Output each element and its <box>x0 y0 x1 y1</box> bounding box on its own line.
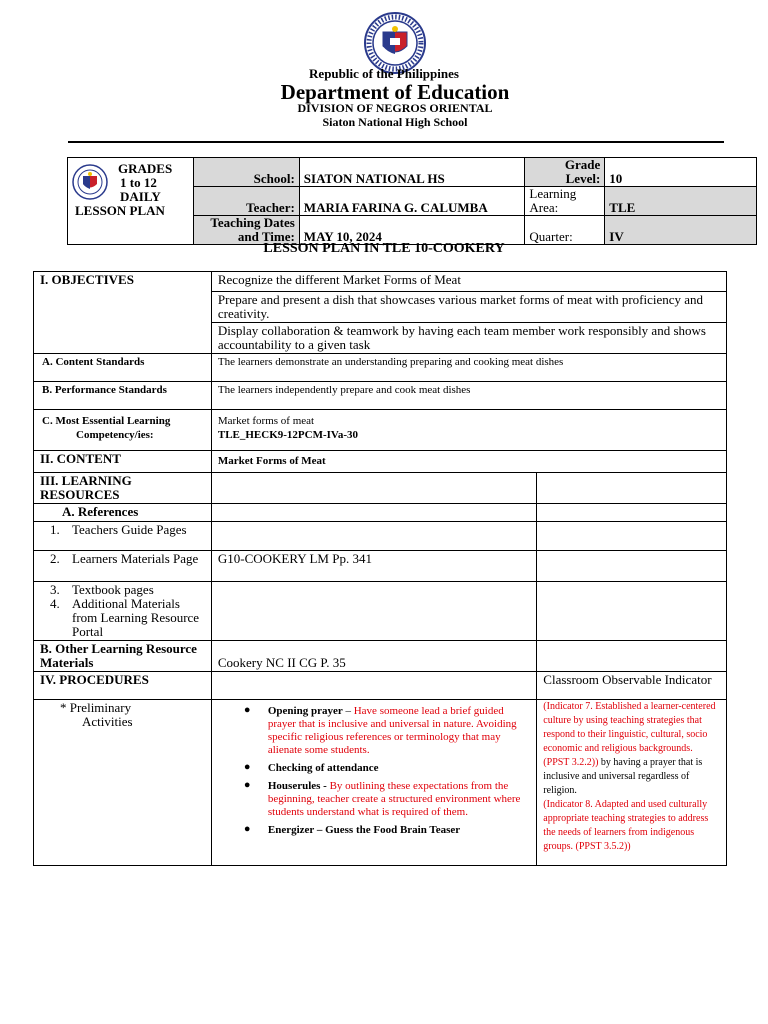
houserules-text: By outlining these expectations from the beginning, teacher create a structured environment where students understand what is required of them. <box>267 780 521 818</box>
learners-materials-number: 2. <box>50 551 60 566</box>
content-label: II. CONTENT <box>34 451 212 473</box>
other-resources-value: Cookery NC II CG P. 35 <box>211 641 536 672</box>
performance-standards-label: B. Performance Standards <box>34 382 212 410</box>
list-item <box>268 705 530 757</box>
area-label-2: Area: <box>529 200 559 215</box>
energizer-title: Energizer – Guess the Food Brain Teaser <box>267 824 461 836</box>
learning-resources-label: III. LEARNING RESOURCES <box>34 473 212 504</box>
content-standards-label: A. Content Standards <box>34 354 212 382</box>
objective-3: Display collaboration & teamwork by having each team member work responsibly and shows accountability to a given task <box>211 323 726 354</box>
textbook-additional-label <box>34 582 212 641</box>
list-item <box>268 780 530 819</box>
header-divider <box>68 141 724 143</box>
quarter-label: Quarter: <box>525 216 605 245</box>
additional-materials-number: 4. <box>50 596 60 611</box>
school-label: School: <box>193 158 299 187</box>
objective-2: Prepare and present a dish that showcases various market forms of meat with proficiency and creativity. <box>211 292 726 323</box>
competency-label-2: Competency/ies: <box>76 429 154 441</box>
plan-type-line-4: LESSON PLAN <box>75 203 165 218</box>
learners-materials-label <box>34 551 212 582</box>
list-item <box>268 824 530 837</box>
republic-line: Republic of the Philippines <box>309 66 459 81</box>
competency-label <box>34 410 212 451</box>
additional-materials-text: Additional Materials from Learning Resource Portal <box>72 596 200 639</box>
opening-prayer-title: Opening prayer <box>267 705 343 717</box>
houserules-title: Houserules - <box>267 780 327 792</box>
attendance-title: Checking of attendance <box>267 762 379 774</box>
teachers-guide-label <box>34 522 212 551</box>
learning-resources-indicator-cell <box>537 473 727 504</box>
learners-materials-value: G10-COOKERY LM Pp. 341 <box>211 551 536 582</box>
school-value: SIATON NATIONAL HS <box>299 158 525 187</box>
teachers-guide-text: Teachers Guide Pages <box>72 522 187 537</box>
references-label: A. References <box>34 504 212 522</box>
procedures-label: IV. PROCEDURES <box>34 672 212 700</box>
preliminary-label-1: * Preliminary <box>60 700 132 715</box>
opening-prayer-dash: – <box>342 705 354 717</box>
plan-type-line-3: DAILY <box>120 189 161 204</box>
objectives-label: I. OBJECTIVES <box>34 272 212 354</box>
performance-standards-value: The learners independently prepare and cook meat dishes <box>211 382 726 410</box>
references-cell <box>211 504 536 522</box>
content-standards-value: The learners demonstrate an understanding preparing and cooking meat dishes <box>211 354 726 382</box>
department-title: Department of Education <box>280 80 510 104</box>
grade-label-2: Level: <box>565 171 601 186</box>
deped-logo-icon <box>71 164 109 203</box>
textbook-number: 3. <box>50 582 60 597</box>
list-item <box>268 762 530 775</box>
grade-label-1: Grade <box>564 157 601 172</box>
dates-label-1: Teaching Dates <box>210 215 295 230</box>
teachers-guide-indicator <box>537 522 727 551</box>
competency-label-1: C. Most Essential Learning <box>42 415 171 427</box>
teachers-guide-number: 1. <box>50 522 60 537</box>
lesson-plan-table <box>33 271 727 866</box>
objective-1: Recognize the different Market Forms of Meat <box>211 272 726 292</box>
dates-value: MAY 10, 2024 <box>299 216 525 245</box>
opening-prayer-text: Have someone lead a brief guided prayer that is inclusive and universal in nature. Avoiding specific religious references or terminology that may alienate some students. <box>267 705 517 756</box>
preliminary-label-2: Activities <box>82 714 133 729</box>
grade-value: 10 <box>605 158 757 187</box>
learning-resources-cell <box>211 473 536 504</box>
quarter-value: IV <box>605 216 757 245</box>
school-line: Siaton National High School <box>322 115 468 129</box>
indicator-header: Classroom Observable Indicator <box>537 672 727 700</box>
plan-type-line-2: 1 to 12 <box>120 175 157 190</box>
plan-type-line-1: GRADES <box>118 161 173 176</box>
teacher-label: Teacher: <box>193 187 299 216</box>
content-value: Market Forms of Meat <box>211 451 726 473</box>
learners-materials-text: Learners Materials Page <box>72 551 199 566</box>
other-resources-indicator <box>537 641 727 672</box>
plan-type-cell <box>68 158 194 245</box>
area-label-1: Learning <box>529 186 577 201</box>
competency-value-1: Market forms of meat <box>217 415 315 427</box>
indicator-8: (Indicator 8. Adapted and used culturally appropriate teaching strategies to address the needs of learners from indigenous groups. (PPST 3.5.2)) <box>543 799 709 852</box>
textbook-text: Textbook pages <box>72 582 154 597</box>
competency-value <box>211 410 726 451</box>
indicator-notes <box>537 700 727 866</box>
area-value: TLE <box>605 187 757 216</box>
textbook-value <box>211 582 536 641</box>
indicator-7-tail: by having a prayer that is inclusive and universal regardless of religion. <box>543 757 703 796</box>
indicator-7: (Indicator 7. Established a learner-centered culture by using teaching strategies that respond to their linguistic, cultural, socio economic and religious backgrounds. (PPST 3.2.2)) <box>543 701 716 768</box>
deped-seal-icon <box>361 12 429 74</box>
competency-code: TLE_HECK9-12PCM-IVa-30 <box>217 429 359 441</box>
preliminary-activities-list <box>211 700 536 866</box>
grade-label <box>525 158 605 187</box>
learners-materials-indicator <box>537 551 727 582</box>
textbook-indicator <box>537 582 727 641</box>
other-resources-label: B. Other Learning Resource Materials <box>34 641 212 672</box>
dates-label-2: and Time: <box>237 229 295 244</box>
division-line: DIVISION OF NEGROS ORIENTAL <box>297 101 493 115</box>
teachers-guide-value <box>211 522 536 551</box>
preliminary-activities-label <box>34 700 212 866</box>
lesson-info-table <box>67 157 757 245</box>
area-label <box>525 187 605 216</box>
teacher-value: MARIA FARINA G. CALUMBA <box>299 187 525 216</box>
procedures-cell <box>211 672 536 700</box>
references-indicator-cell <box>537 504 727 522</box>
lesson-plan-title: LESSON PLAN IN TLE 10-COOKERY <box>263 241 505 256</box>
